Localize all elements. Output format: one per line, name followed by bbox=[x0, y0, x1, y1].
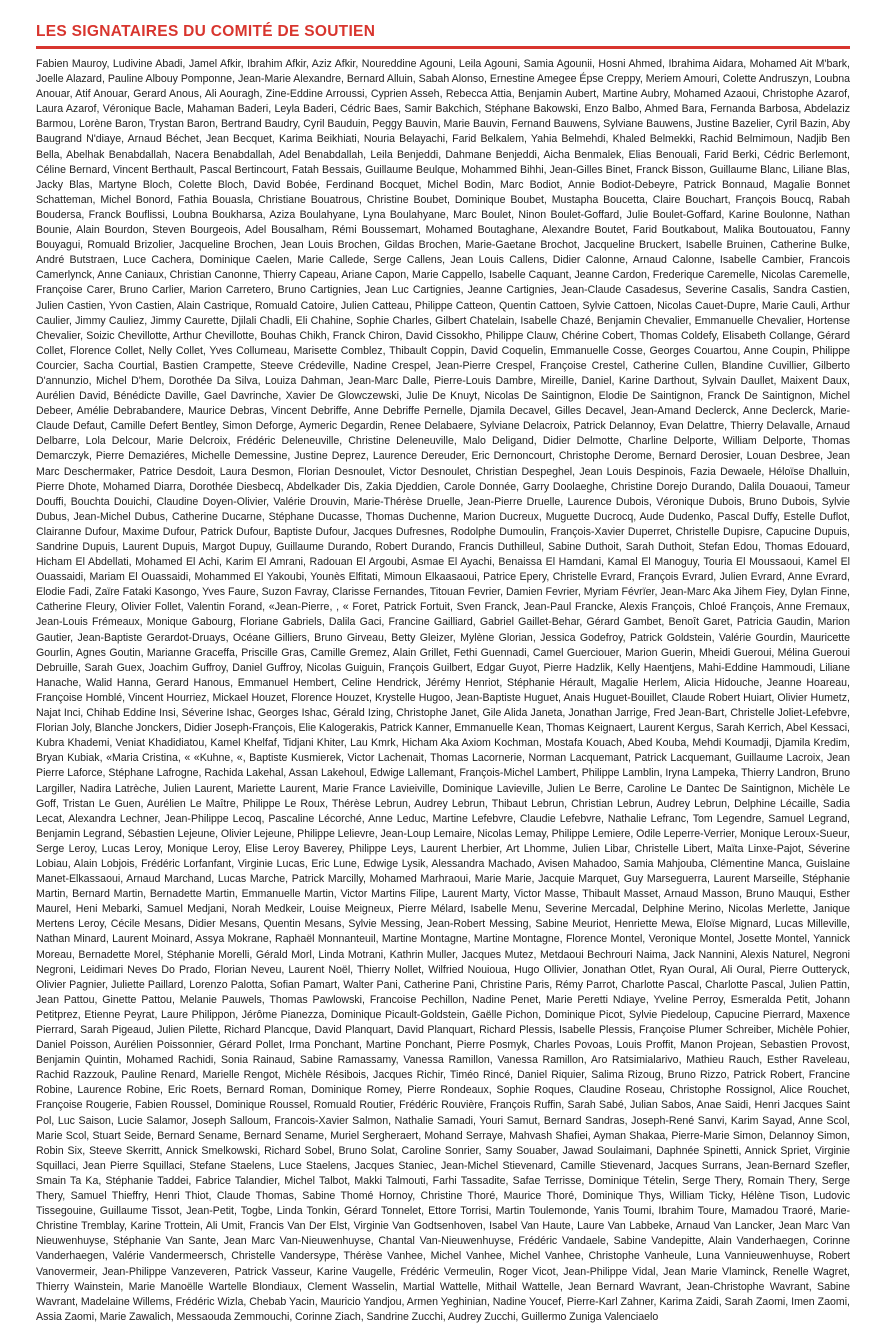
signatories-page bbox=[36, 22, 850, 1323]
heading-underline bbox=[36, 46, 850, 49]
section-heading: LES SIGNATAIRES DU COMITÉ DE SOUTIEN bbox=[36, 23, 376, 40]
signatories-list: Fabien Mauroy, Ludivine Abadi, Jamel Afkir, Ibrahim Afkir, Aziz Afkir, Noureddine Agouni, Leila Agouni, Samia Agounii, Hosni Ahmed, Ibrahima Aidara, Mohamed Ait M'bark, Joelle Alazard, Pauline Albouy Pomponne, Jean-Marie Alexandre, Bernard Alluin, Sabah Alonso, Ernestine Amegee Épse Creppy, Meriem Amouri, Colette Andruszyn, Loubna Anouar, Atif Anouar, Gerard Anous, Ali Aouragh, Zine-Eddine Arroussi, Cyprien Asseh, Rebecca Attia, Benjamin Aubert, Martine Aubry, Mohamed Azaoui, Christophe Azarof, Laura Azarof, Véronique Bacle, Mahaman Baderi, Leyla Baderi, Cédric Baes, Samir Bakchich, Stéphane Bakowski, Enzo Balbo, Ahmed Bara, Fernanda Barbosa, Abdelaziz Barmou, Lorène Baron, Trystan Baron, Bertrand Baudry, Cyril Bauduin, Peggy Bauvin, Marie Bauvin, Fernand Bauwens, Sylviane Bauwens, Justine Bazelier, Cyril Bazin, Aby Baugrand N'diaye, Arnaud Béchet, Jean Becquet, Karima Beikhiati, Nouria Belayachi, Farid Belkalem, Yahia Belmehdi, Khaled Belmekki, Rachid Belmimoun, Nadjib Ben Bella, Abelhak Benabdallah, Nacera Benabdallah, Adel Benabdallah, Leila Benjeddi, Dahmane Benjeddi, Aicha Benmalek, Elias Benouali, Farid Berki, Cédric Berlemont, Céline Bernard, Vincent Berthault, Pascal Bertincourt, Fatah Bessais, Guillaume Beulque, Mohammed Bihhi, Jean-Gilles Binet, Franck Bisson, Guillaume Blanc, Liliane Blas, Jacky Blas, Martyne Bloch, Colette Bloch, David Bobée, Ferdinand Bocquet, Michel Bodin, Marc Bodiot, Annie Bodiot-Debeyre, Patrick Bonnaud, Magalie Bonnet Schatteman, Michel Bonord, Fathia Bouasla, Christiane Bouatrous, Christine Boubet, Dominique Boubet, Mustapha Boucetta, Claire Bouchart, François Boucq, Rabah Boudersa, Franck Bouflissi, Loubna Boukharsa, Aziza Boulahyane, Lyna Boulahyane, Marc Boulet, Ninon Boulet-Goffard, Julie Boulet-Goffard, Karine Boulonne, Nathan Bounie, Alain Bourdon, Steven Bourgeois, Adel Bousalham, Rémi Boussemart, Mohamed Boutaghane, Alexandre Boutet, Farid Boutkabout, Malika Boutouatou, Fanny Bouyagui, Romuald Brizolier, Jacqueline Brochen, Jean Louis Brochen, Gildas Brochen, Marie-Gaetane Brochot, Jacqueline Bruckert, Isabelle Bruinen, Catherine Bulke, André Butstraen, Luce Cachera, Dominique Caelen, Marie Callede, Serge Callens, Jean Louis Callens, Didier Calonne, Arnaud Calonne, Isabelle Cambier, Francois Camerlynck, Anne Caniaux, Christian Canonne, Thierry Capeau, Ariane Capon, Marie Cappello, Isabelle Caquant, Jeanne Cardon, Frederique Caremelle, Nicolas Caremelle, Françoise Carer, Bruno Carlier, Marion Carretero, Bruno Cartignies, Jean Luc Cartignies, Jeanne Cartignies, Jean-Claude Casadesus, Severine Casalis, Sandra Castien, Julien Castien, Yvon Castien, Alain Castrique, Romuald Catoire, Julien Catteau, Philippe Catteon, Quentin Cattoen, Sylvie Cattoen, Nicolas Cauet-Dupre, Marie Cauli, Arthur Caulier, Jimmy Cauliez, Jimmy Caurette, Djilali Chadli, Eli Chahine, Sophie Charles, Gilbert Chatelain, Isabelle Chazé, Benjamin Chevalier, Emmanuelle Chevalier, Hortense Chevalier, Soizic Chevillotte, Arthur Chevillotte, Bouhas Chikh, Franck Chiron, David Cissokho, Philippe Clauw, Chérine Cobert, Thomas Coldefy, Elisabeth Collange, Gérard Collet, Florence Collet, Nelly Collet, Yves Collumeau, Marisette Comblez, Thibault Coppin, David Coquelin, Emmanuelle Cosse, Georges Couartou, Anne Coupin, Philippe Courcier, Sacha Courtial, Bastien Crampette, Steeve Crédeville, Nadine Crespel, Jean-Pierre Crespel, Françoise Crestel, Catherine Cullen, Blandine Cuvillier, Gilberto D'annunzio, Michel D'hem, Dorothée Da Silva, Louiza Dahman, Jean-Marc Dalle, Pierre-Louis Dambre, Mireille, Daniel, Karine Darthout, Sylvain Daullet, Maixent Daux, Aurélien David, Bénédicte Daville, Gael Davrinche, Xavier De Glowczewski, Julie De Knuyt, Nicolas De Saintignon, Elodie De Saintignon, Franck De Saintignon, Michel Debeer, Amélie Debrabandere, Maurice Debras, Vincent Debriffe, Anne Debriffe Pernelle, Djamila Decavel, Gilles Decavel, Jean-Amand Declerck, Anne Declerck, Marie-Claude Defaut, Camille Defert Bentley, Simon Deforge, Aymeric Degardin, Renee Delabaere, Sylviane Delacroix, Patrick Delannoy, Evan Delattre, Thierry Delavalle, Arnaud Delbarre, Lola Delcour, Marie Delcroix, Frédéric Deleneuville, Christine Deleneuville, Malo Deligand, Didier Delmotte, Charline Delporte, William Delporte, Thomas Demarczyk, Pierre Demaziéres, Michelle Demessine, Justine Deprez, Laurence Dereuder, Eric Dernoncourt, Christophe Derome, Bernard Derosier, Louan Desbree, Jean Marc Deschermaker, Patrice Desdoit, Laura Desmon, Florian Desnoulet, Victor Desnoulet, Christian Despeghel, Jean Louis Despinois, Fazia Dewaele, Héloïse Dhalluin, Pierre Dhote, Mohamed Diarra, Dorothée Diesbecq, Abdelkader Dis, Zakia Djeddien, Carole Donnée, Garry Doolaeghe, Christine Dorejo Durando, Dalila Douaoui, Tameur Douffi, Bouchta Douichi, Claudine Doyen-Olivier, Valérie Drouvin, Marie-Thérèse Druelle, Jean-Pierre Druelle, Laurence Dubois, Véronique Dubois, Bruno Dubois, Sylvie Dubus, Jean-Michel Dubus, Catherine Ducarne, Stéphane Ducasse, Thomas Duchenne, Marion Ducreux, Muguette Ducrocq, Aude Dudenko, Pascal Duffy, Estelle Duflot, Clairanne Dufour, Maxime Dufour, Patrick Dufour, Baptiste Dufour, Jacques Dufresnes, Rodolphe Dumoulin, François-Xavier Duperret, Christelle Dupisre, Capucine Dupuis, Sandrine Dupuis, Laurent Dupuis, Margot Dupuy, Guillaume Durando, Robert Durando, Francis Duthilleul, Sabine Duthoit, Sarah Duthoit, Stefan Edou, Thomas Edouard, Hicham El Abdellati, Mohamed El Achi, Karim El Amrani, Radouan El Argoubi, Asmae El Ayachi, Benaissa El Hamdani, Kamal El Manoguy, Touria El Moussaoui, Kamel El Ouassaidi, Mariam El Ouassaidi, Mohammed El Yakoubi, Younès Elfitati, Mimoun Elkaasaoui, Patrice Epery, Christelle Evrard, François Evrard, Julien Evrard, Anne Evrard, Elodie Fadi, Zaïre Fataki Kasongo, Yves Faure, Suzon Favray, Clarisse Fernandes, Titouan Fevrier, Damien Fevrier, Myriam Févrïer, Jean-Marc Aka Jihem Fiey, Dylan Finne, Catherine Fleury, Olivier Follet, Valentin Forand, «Jean-Pierre, , « Foret, Patrick Fortuit, Sven Franck, Jean-Paul Francke, Alexis François, Chloé François, Anne Fremaux, Jean-Louis Frémeaux, Monique Gabourg, Floriane Gabriels, Dalila Gaci, Francine Gailliard, Gabriel Gaillet-Behar, Gérard Gambet, Benoît Garet, Patricia Gaudin, Marion Gautier, Jean-Baptiste Gerardot-Druays, Océane Gilliers, Bruno Girveau, Betty Gleizer, Mylène Glorian, Jessica Godefroy, Patrick Goldstein, Valérie Gourdin, Mauricette Gourlin, Agnes Goutin, Marianne Graceffa, Priscille Gras, Camille Gremez, Alain Grillet, Fethi Guennadi, Camel Guerciouer, Marion Guerin, Mheidi Gueroui, Mélina Gueroui Debruille, Sarah Guex, Joachim Guffroy, Daniel Guffroy, Nicolas Guiguin, François Guilbert, Edgar Guyot, Pierre Hadzlik, Kelly Haentjens, Mahi-Eddine Hammoudi, Liliane Hanache, Walid Hanna, Gerard Hanous, Emmanuel Hembert, Celine Hendrick, Jérémy Henriot, Stéphanie Hérault, Magalie Herlem, Alicia Hidouche, Jeanne Hoareau, Françoise Homblé, Vincent Hourriez, Mickael Houzet, Florence Houzet, Krystelle Hugoo, Jean-Baptiste Huguet, Anais Huguet-Bouillet, Claude Robert Huiart, Olivier Humetz, Najat Inci, Chihab Eddine Insi, Séverine Ishac, Georges Ishac, Gérald Izing, Christophe Janet, Gile Alida Janeta, Jonathan Jarrige, Fred Jean-Bart, Christelle Joliet-Lefebvre, Florian Joly, Blanche Jonckers, Didier Joseph-François, Elie Kalogerakis, Patrick Kanner, Emmanuelle Kean, Thomas Keignaert, Laurent Kergus, Sarah Kerrich, Abel Kessaci, Kubra Khademi, Veniat Khadidiatou, Kamel Khelfaf, Tidjani Khiter, Lau Kmrk, Hicham Aka Axiom Kochman, Mostafa Kouach, Abed Kouba, Mehdi Koumadji, Djamila Kredim, Bryan Kubiak, «Maria Cristina, « «Kuhne, «, Baptiste Kusmierek, Victor Lachenait, Thomas Lacornerie, Norman Lacquemant, Patrick Lacquemant, Guillaume Lacroix, Jean Pierre Laforce, Stéphane Lafrogne, Rachida Lakehal, Assan Lakehoul, Edwige Lallemant, François-Michel Lambert, Philippe Lamblin, Iryna Lampeka, Thierry Landron, Bruno Largiller, Nadira Latrèche, Julien Laurent, Mariette Laurent, Marie France Lavieiville, Dominique Lavieville, Julien Le Berre, Caroline Le Dantec De Saintignon, Michèle Le Goff, Tristan Le Guen, Aurélien Le Maître, Philippe Le Roux, Thérèse Lebrun, Audrey Lebrun, Thibaut Lebrun, Christian Lebrun, Audrey Lebrun, Delphine Lécaille, Sadia Lecat, Alexandra Lechner, Jean-Philippe Lecoq, Pascaline Lécorché, Anne Leduc, Martine Lefebvre, Claudie Lefebvre, Nathalie Lefranc, Tom Legendre, Samuel Legrand, Benjamin Legrand, Sébastien Lejeune, Olivier Lejeune, Philippe Lelievre, Jean-Loup Lemaire, Nicolas Lemay, Philippe Lemiere, Odile Leperre-Verrier, Monique Leroux-Sueur, Serge Leroy, Lucas Leroy, Monique Leroy, Elise Leroy Baverey, Philippe Leys, Laurent Lherbier, Art Lhomme, Julien Libar, Christelle Libert, Maïta Linxe-Pajot, Séverine Lobiau, Alain Lobjois, Frédéric Lorfanfant, Virginie Lucas, Eric Lune, Edwige Lysik, Alessandra Machado, Avisen Mahadoo, Samia Mahjouba, Clémentine Manca, Guislaine Manet-Elkassaoui, Arnaud Marchand, Lucas Marche, Patrick Marcilly, Mohamed Marhraoui, Marie Marie, Jacquie Marquet, Guy Marseguerra, Laurent Marseille, Stéphanie Martin, Bernard Martin, Bernadette Martin, Emmanuelle Martin, Victor Martins Filipe, Laurent Marty, Victor Masse, Thibault Masset, Arnaud Masson, Bruno Mauqui, Esther Maurel, Heni Mebarki, Samuel Medjani, Norah Medkeir, Louise Meigneux, Pierre Mélard, Isabelle Menu, Severine Mercadal, Delphine Merino, Nicolas Merlette, Janique Mertens Leroy, Cécile Mesans, Didier Mesans, Quentin Mesans, Sylvie Messing, Jean-Robert Messing, Sabine Meuriot, Henriette Mewa, Eloïse Mignard, Lucas Milleville, Nathan Minard, Laurent Moinard, Assya Mokrane, Raphaël Monnanteuil, Martine Montagne, Martine Montagne, Florence Montel, Veronique Montel, Josette Montel, Yannick Moreau, Bernadette Morel, Stéphanie Morelli, Gérald Morl, Linda Motrani, Kathrin Muller, Jacques Mutez, Metdaoui Bechrouri Naima, Jack Nannini, Alexis Naturel, Negroni Negroni, Leidimari Neves Do Prado, Florian Neveu, Laurent Noël, Thierry Nollet, Wilfried Nouioua, Hugo Ollivier, Jonathan Otlet, Ryan Oural, Ali Oural, Pierre Outteryck, Olivier Pagnier, Juliette Paillard, Lorenzo Palotta, Sofian Pamart, Walter Pani, Catherine Pani, Christine Paris, Rémy Parrot, Charlotte Pascal, Charlotte Pascal, Julien Pattin, Jean Pattou, Ginette Pattou, Melanie Pauwels, Thomas Pawlowski, Francoise Pechillon, Nadine Penet, Marie Peretti Ndiaye, Yveline Perroy, Esmeralda Petit, Johann Petitprez, Etienne Peyrat, Laure Philippon, Jérôme Pianezza, Dominique Picault-Goldstein, Gaëlle Pichon, Dominique Picot, Sylvie Piedeloup, Capucine Pierrard, Maxence Pierrard, Sarah Pigeaud, Julien Pilette, Richard Plancque, David Planquart, David Planquart, Richard Plessis, Isabelle Plessis, Françoise Plumer Schreiber, Michèle Pohier, Daniel Poisson, Aurélien Poissonnier, Gérard Pollet, Irma Ponchant, Martine Ponchant, Pierre Posmyk, Charles Povoas, Louis Proffit, Manon Projean, Sebastien Provost, Benjamin Quintin, Mohamed Rachidi, Sonia Rainaud, Sabine Ramassamy, Vanessa Ramillon, Vanessa Ramillon, Aro Ratsimialarivo, Mathieu Rauch, Esther Raveleau, Rachid Razzouk, Pauline Renard, Marielle Rengot, Michèle Résibois, Jacques Richir, Timéo Rincé, Daniel Riquier, Salima Rizoug, Bruno Rizzo, Patrick Robert, Francine Robine, Laurence Robine, Eric Roets, Bernard Roman, Dominique Romey, Pierre Rondeaux, Sophie Roques, Claudine Roseau, Christophe Rossignol, Alice Rouchet, Françoise Rougerie, Fabien Roussel, Dominique Roussel, Romuald Routier, Frédéric Rouvière, François Ruffin, Sarah Sabé, Julian Sabos, Anae Saidi, Henri Jacques Saint Pol, Luc Saison, Lucie Salamor, Joseph Salloum, Francois-Xavier Salmon, Nathalie Samadi, Youri Samut, Bernard Sandras, Joseph-René Sanvi, Karim Sayad, Anne Scol, Marie Scol, Stuart Seide, Bernard Sename, Bernard Sename, Muriel Sergheraert, Mohand Serraye, Mahvash Shafiei, Ayman Shakaa, Pierre-Marie Simon, Delannoy Simon, Robin Six, Steeve Skerritt, Annick Smelkowski, Richard Sobel, Bruno Solat, Caroline Sonrier, Samy Souaber, Jawad Soulaimani, Daphnée Spinetti, Annick Spriet, Virginie Squillaci, Jean Pierre Squillaci, Stefane Staelens, Luce Staelens, Jacques Staniec, Jean-Michel Stievenard, Camille Stievenard, Jacques Surrans, Jean-Bernard Szefler, Smain Ta Ka, Stéphanie Taddei, Fabrice Talandier, Michel Talbot, Makki Talmouti, Farhi Tassadite, Safae Terrisse, Dominique Tételin, Serge Thery, Romain Thery, Serge Thery, Samuel Thieffry, Henri Thiot, Claude Thomas, Sabine Thomé Hornoy, Christine Thoré, Maurice Thoré, Dominique Thys, William Ticky, Hélène Tison, Ludovic Tissegouine, Guillaume Tissot, Jean-Petit, Togbe, Linda Tonkin, Gérard Tonnelet, Ettore Torrisi, Martin Toulemonde, Yanis Toumi, Ibrahim Toure, Mamadou Traoré, Marie-Christine Tremblay, Karine Trottein, Ali Umit, Francis Van Der Elst, Virginie Van Godtsenhoven, Isabel Van Haute, Laure Van Labbeke, Arnaud Van Lancker, Jean Marc Van Nieuwenhuyse, Stéphanie Van Sante, Jean Marc Van-Nieuwenhuyse, Chantal Van-Nieuwenhuyse, Frédéric Vandaele, Sabine Vandepitte, Alain Vanderhaegen, Corinne Vanderhaegen, Valérie Vandermeersch, Christelle Vandersype, Thérèse Vanhee, Michel Vanhee, Michel Vanhee, Christophe Vanheule, Luna Vannieuwenhuyse, Robert Vanovermeir, Jean-Philippe Vanzeveren, Patrick Vasseur, Karine Vaugelle, Frédéric Vermeulin, Roger Vicot, Jean-Philippe Vidal, Jean Marie Vlaminck, Renelle Wagret, Thierry Wainstein, Marie Manoëlle Wartelle Blondiaux, Clement Wasselin, Martial Wattelle, Mithail Wattelle, Jean Bernard Wavrant, Jean-Christophe Wavrant, Sabine Wavrant, Madelaine Willems, Frédéric Wizla, Chebab Yacin, Mauricio Yandjou, Armen Yeghinian, Nadine Youcef, Pierre-Karl Zahner, Karima Zaidi, Sarah Zaomi, Imen Zaomi, Assia Zaomi, Marie Zawalich, Messaouda Zemmouchi, Corinne Ziach, Sandrine Zucchi, Audrey Zucchi, Guillermo Zuniga Valenciaelo bbox=[36, 58, 850, 1323]
